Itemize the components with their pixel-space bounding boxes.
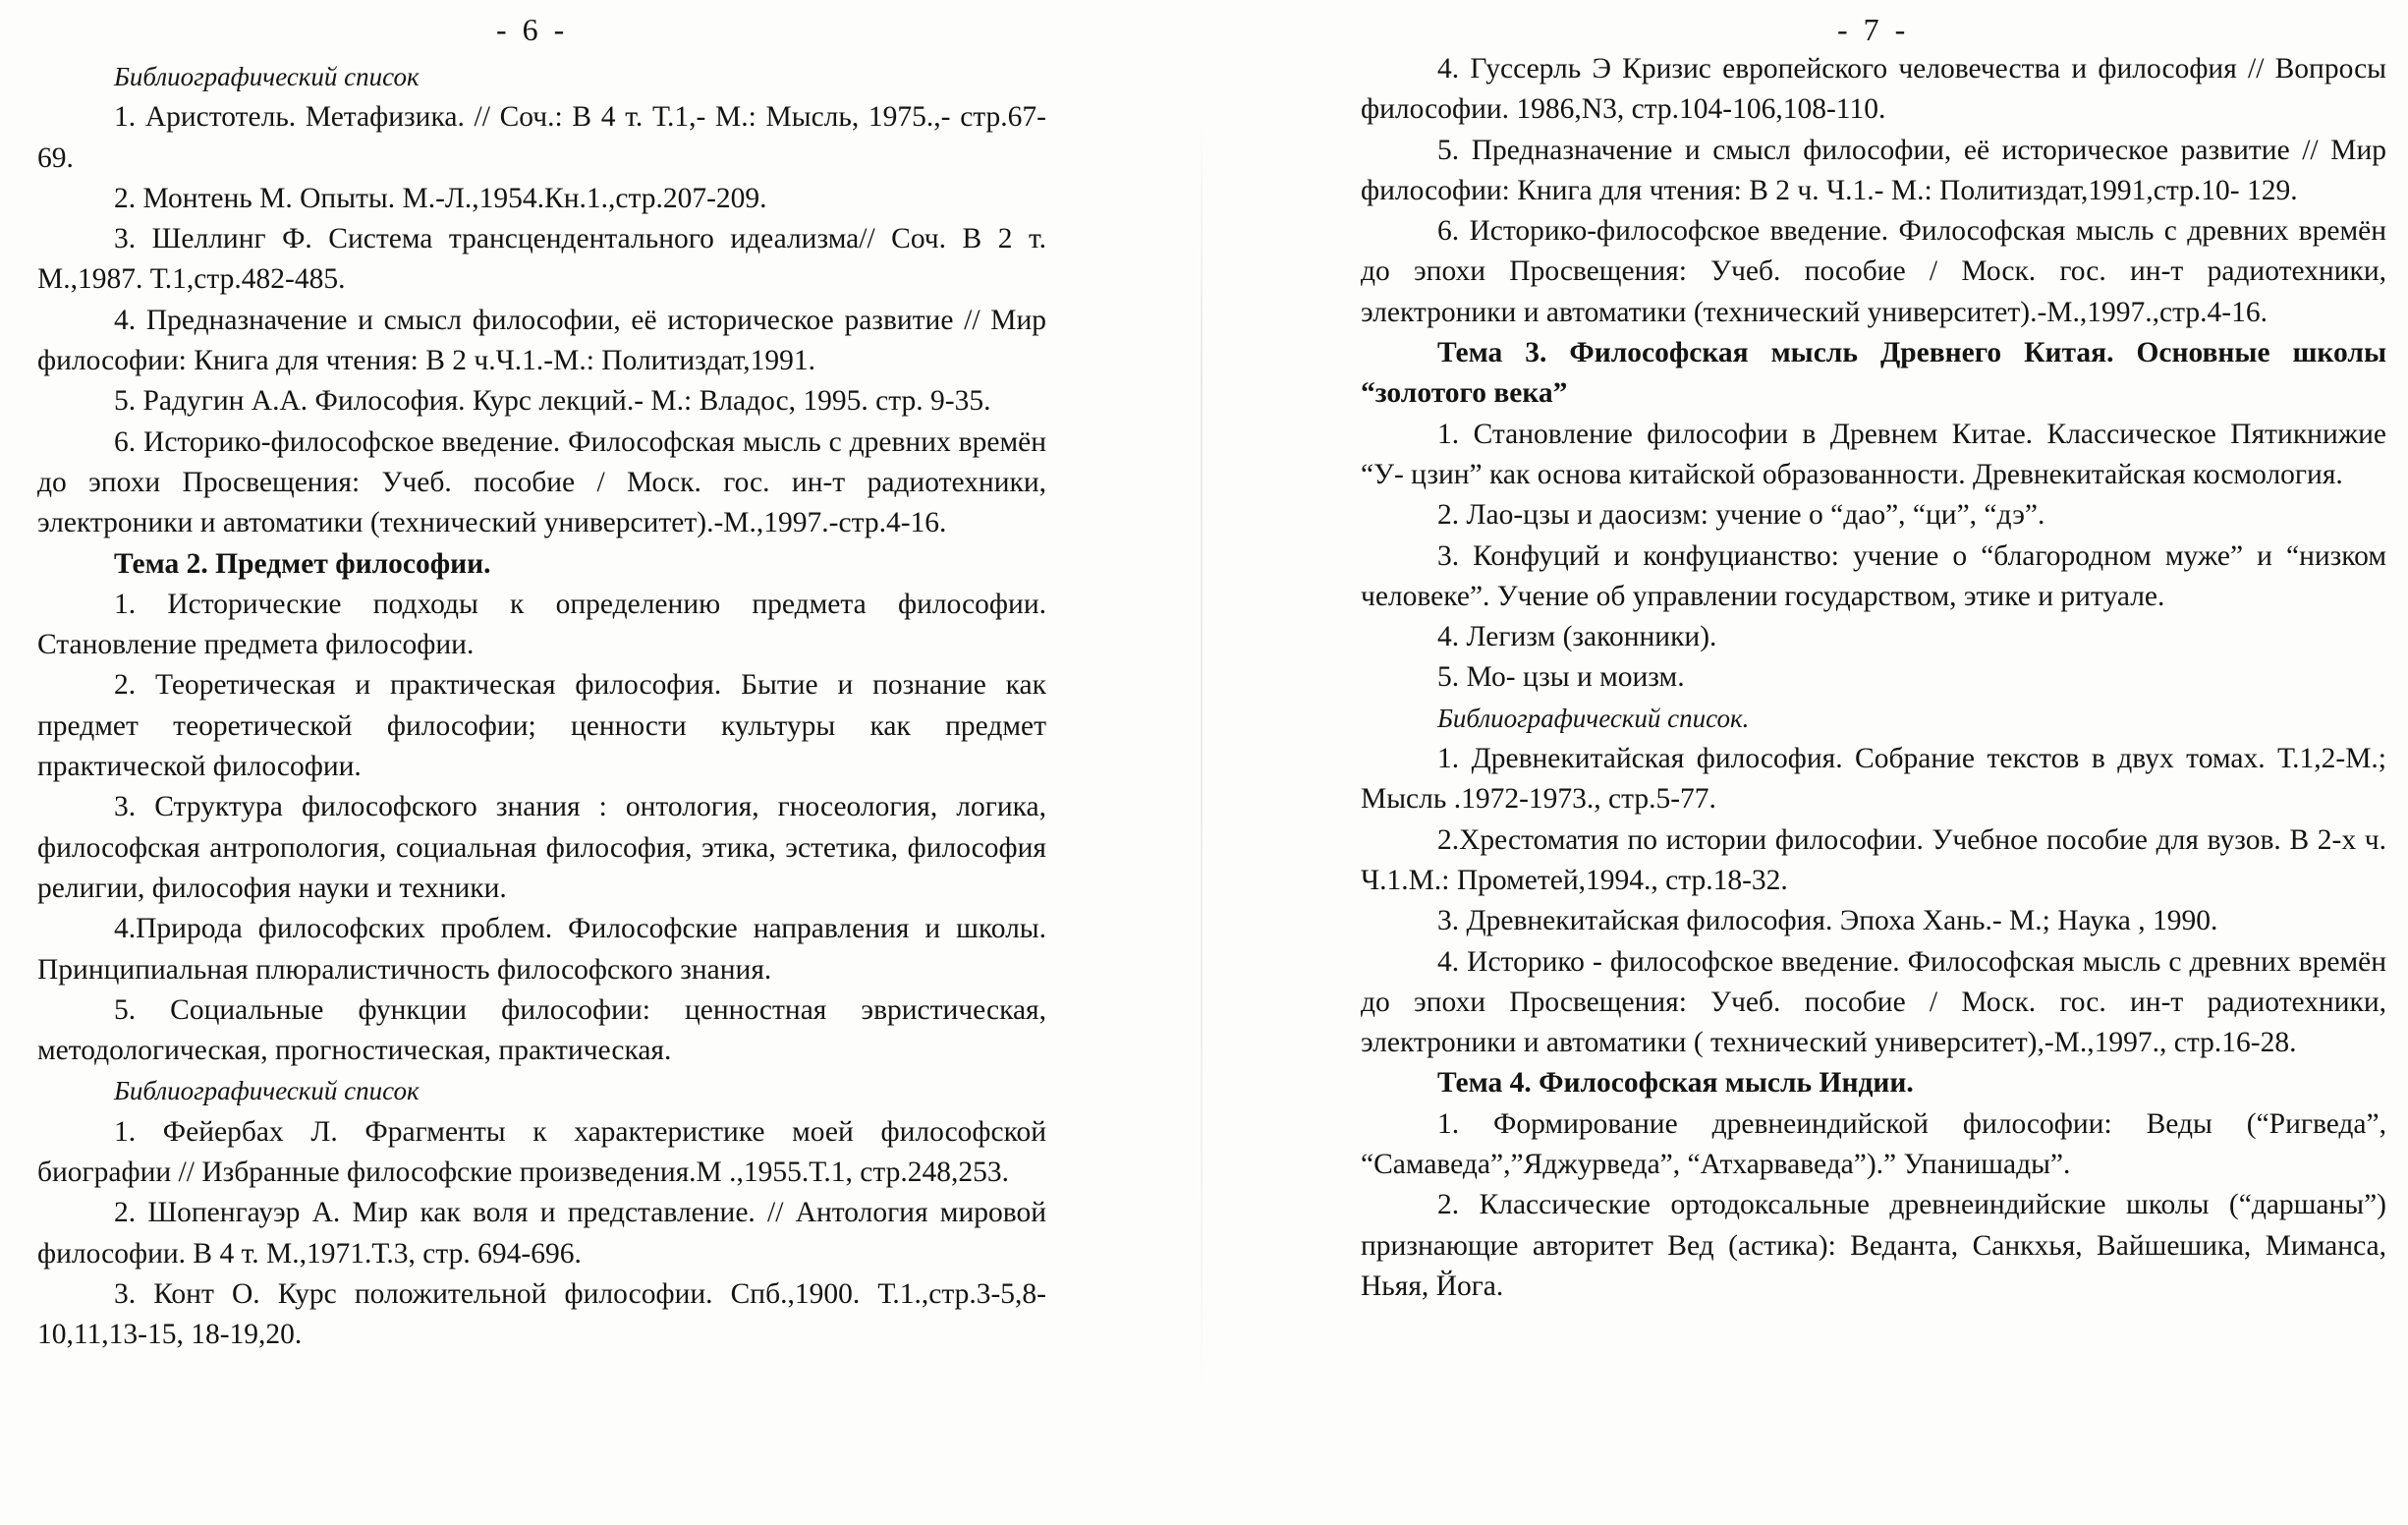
bibliography-item: 5. Предназначение и смысл философии, её историческое развитие // Мир философии: Книга для чтения: В 2 ч. Ч.1.- М.: Политиздат,1991,стр.10- 129. [1361,134,2386,206]
bibliography-item: 3. Древнекитайская философия. Эпоха Хань.- М.; Наука , 1990. [1437,905,2218,937]
right-page [1204,0,2408,1525]
topic-item: 2. Лао-цзы и даосизм: учение о “дао”, “ци”, “дэ”. [1437,499,2045,532]
bibliography-item: 3. Шеллинг Ф. Система трансцендентального идеализма// Соч. В 2 т. М.,1987. Т.1,стр.482-485. [37,223,1046,296]
left-page-text [37,57,1046,1356]
bibliography-item: 2.Хрестоматия по истории философии. Учебное пособие для вузов. В 2-х ч. Ч.1.М.: Прометей,1994., стр.18-32. [1361,823,2386,896]
bibliography-item: 2. Монтень М. Опыты. М.-Л.,1954.Кн.1.,стр.207-209. [114,182,767,214]
topic-heading: Тема 3. Философская мысль Древнего Китая. Основные школы “золотого века” [1361,337,2386,410]
bibliography-item: 4. Гуссерль Э Кризис европейского человечества и философия // Вопросы философии. 1986,N3, стр.104-106,108-110. [1361,53,2386,126]
bibliography-heading: Библиографический список. [1437,703,1750,733]
bibliography-item: 6. Историко-философское введение. Философская мысль с древних времён до эпохи Просвещения: Учеб. пособие / Моск. гос. ин-т радиотехники, электроники и автоматики (технический университет).-М.,1997.-стр.4-16. [37,425,1046,539]
bibliography-item: 1. Фейербах Л. Фрагменты к характеристике моей философской биографии // Избранные философские произведения.М .,1955.Т.1, стр.248,253. [37,1115,1046,1189]
topic-item: 2. Классические ортодоксальные древнеиндийские школы (“даршаны”) признающие авторитет Вед (астика): Веданта, Санкхья, Вайшешика, Миманса, Ньяя, Йога. [1361,1189,2386,1302]
topic-heading: Тема 2. Предмет философии. [114,547,491,580]
page-number: - 6 - [496,12,569,47]
bibliography-item: 1. Древнекитайская философия. Собрание текстов в двух томах. Т.1,2-М.; Мысль .1972-1973., стр.5-77. [1361,743,2386,816]
right-page-text [1361,49,2386,1307]
topic-item: 3. Конфуций и конфуцианство: учение о “благородном муже” и “низком человеке”. Учение об управлении государством, этике и ритуале. [1361,539,2386,612]
topic-item: 5. Мо- цзы и моизм. [1437,661,1685,694]
topic-item: 4. Легизм (законники). [1437,621,1717,653]
bibliography-item: 2. Шопенгауэр А. Мир как воля и представление. // Антология мировой философии. В 4 т. М.,1971.Т.3, стр. 694-696. [37,1197,1046,1270]
topic-item: 1. Формирование древнеиндийской философии: Веды (“Ригведа”, “Самаведа”,”Яджурведа”, “Атхарваведа”).” Упанишады”. [1361,1107,2386,1181]
bibliography-item: 4. Историко - философское введение. Философская мысль с древних времён до эпохи Просвещения: Учеб. пособие / Моск. гос. ин-т радиотехники, электроники и автоматики ( технический университет),-М.,1997., стр.16-28. [1361,945,2386,1059]
bibliography-item: 3. Конт О. Курс положительной философии. Спб.,1900. Т.1.,стр.3-5,8-10,11,13-15, 18-19,20. [37,1277,1046,1351]
topic-heading: Тема 4. Философская мысль Индии. [1437,1067,1914,1100]
topic-item: 1. Исторические подходы к определению предмета философии. Становление предмета философии. [37,588,1046,661]
bibliography-item: 1. Аристотель. Метафизика. // Соч.: В 4 т. Т.1,- М.: Мысль, 1975.,- стр.67-69. [37,101,1046,174]
topic-item: 5. Социальные функции философии: ценностная эвристическая, методологическая, прогностическая, практическая. [37,993,1046,1067]
bibliography-item: 4. Предназначение и смысл философии, её историческое развитие // Мир философии: Книга для чтения: В 2 ч.Ч.1.-М.: Политиздат,1991. [37,304,1046,377]
topic-item: 4.Природа философских проблем. Философские направления и школы. Принципиальная плюралистичность философского знания. [37,913,1046,986]
bibliography-item: 5. Радугин А.А. Философия. Курс лекций.- М.: Владос, 1995. стр. 9-35. [114,385,991,418]
topic-item: 3. Структура философского знания : онтология, гносеология, логика, философская антропология, социальная философия, этика, эстетика, философия религии, философия науки и техники. [37,791,1046,904]
bibliography-heading: Библиографический список [114,62,420,91]
page-number: - 7 - [1837,12,1910,47]
bibliography-heading: Библиографический список [114,1076,420,1106]
bibliography-item: 6. Историко-философское введение. Философская мысль с древних времён до эпохи Просвещения: Учеб. пособие / Моск. гос. ин-т радиотехники, электроники и автоматики (технический университет).-М.,1997.,стр.4-16. [1361,215,2386,328]
topic-item: 2. Теоретическая и практическая философия. Бытие и познание как предмет теоретической философии; ценности культуры как предмет практической философии. [37,669,1046,783]
topic-item: 1. Становление философии в Древнем Китае. Классическое Пятикнижие “У- цзин” как основа китайской образованности. Древнекитайская космология. [1361,418,2386,490]
book-gutter [1201,118,1203,1395]
